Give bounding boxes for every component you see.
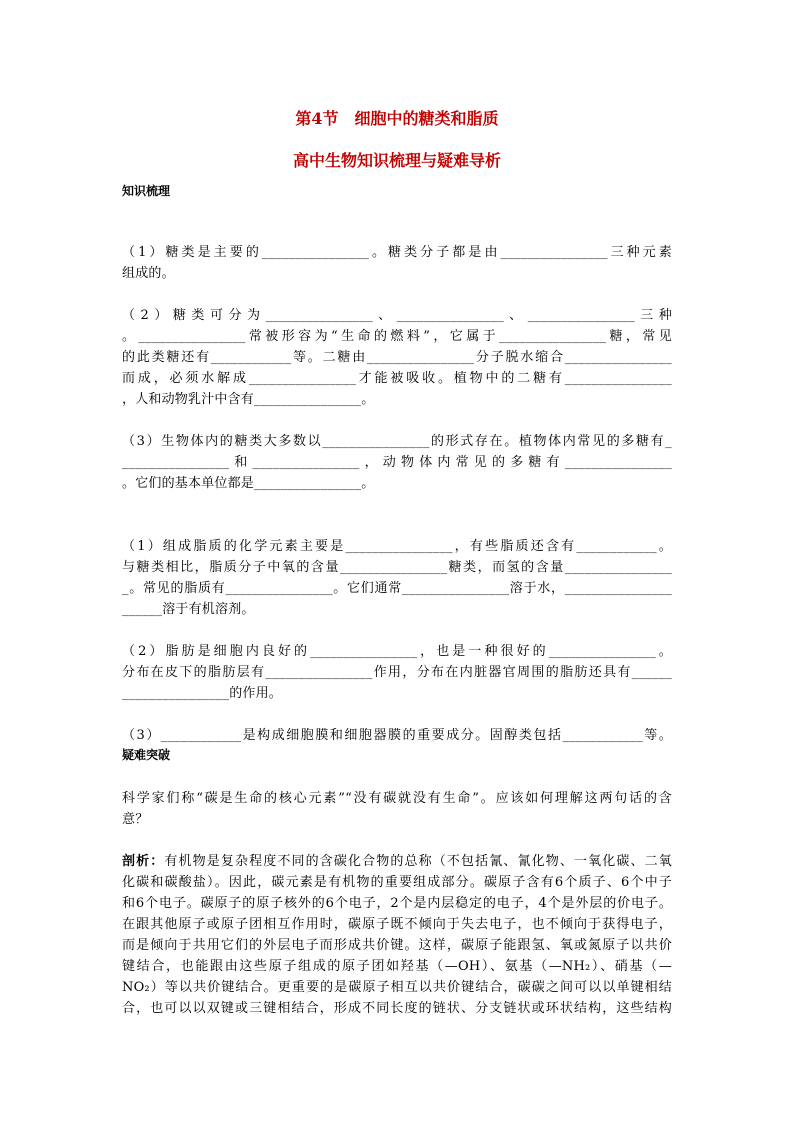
lipid-q1-line2: 与糖类相比，脂质分子中氧的含量________________糖类，而氢的含量________________	[122, 560, 672, 575]
lipid-q2-line1: （2）脂肪是细胞内良好的________________，也是一种很好的________________。	[122, 644, 672, 659]
analysis-line1	[122, 851, 672, 872]
sugar-q3-line3: 。它们的基本单位都是________________。	[122, 476, 375, 491]
sugar-q2-line4: 而成，必须水解成________________才能被吸收。植物中的二糖有________________	[122, 371, 672, 386]
lipid-q1-line4: ______溶于有机溶剂。	[122, 602, 255, 617]
page-title: 第4节 细胞中的糖类和脂质	[295, 109, 499, 128]
sugar-q2-line2: 。________________常被形容为“生命的燃料”，它属于________________糖，常见	[122, 329, 672, 344]
lipid-q2-line3: ________________的作用。	[122, 686, 282, 701]
analysis-text-1: 有机物是复杂程度不同的含碳化合物的总称（不包括氰、氰化物、一氧化碳、二氧	[164, 854, 673, 869]
sugar-q3-line2: ________________和________________，动物体内常见的多糖有________________	[122, 455, 672, 470]
lipid-q2-line2: 分布在皮下的脂肪层有________________作用，分布在内脏器官周围的脂肪还具有______	[122, 665, 672, 680]
analysis-line6: 键结合，也能跟由这些原子组成的原子团如羟基（—OH）、氨基（—NH₂）、硝基（—	[122, 959, 672, 974]
question-line1: 科学家们称“碳是生命的核心元素”“没有碳就没有生命”。应该如何理解这两句话的含	[122, 791, 672, 806]
section-heading-difficult: 疑难突破	[122, 748, 171, 762]
sugar-q3-line1: （3）生物体内的糖类大多数以________________的形式存在。植物体内常见的多糖有_	[122, 434, 672, 449]
analysis-line5: 而是倾向于共用它们的外层电子而形成共价键。这样，碳原子能跟氢、氧或氮原子以共价	[122, 938, 672, 953]
question-line2: 意？	[122, 812, 149, 827]
page-subtitle: 高中生物知识梳理与疑难导析	[292, 151, 501, 170]
sugar-q1-line2: 组成的。	[122, 266, 175, 281]
analysis-line7: NO₂）等以共价键结合。更重要的是碳原子相互以共价键结合，碳碳之间可以以单键相结	[122, 980, 672, 995]
sugar-q2-line3: 的此类糖还有____________等。二糖由________________分子脱水缩合________________	[122, 350, 672, 365]
analysis-line8: 合，也可以以双键或三键相结合，形成不同长度的链状、分支链状或环状结构，这些结构	[122, 1001, 672, 1016]
analysis-line3: 和6个电子。碳原子的原子核外的6个电子，2个是内层稳定的电子，4个是外层的价电子。	[122, 896, 672, 911]
sugar-q1-line1: （1）糖类是主要的________________。糖类分子都是由________________三种元素	[122, 245, 672, 260]
lipid-q1-line3: _。常见的脂质有________________。它们通常________________溶于水，________________	[122, 581, 672, 596]
lipid-q1-line1: （1）组成脂质的化学元素主要是________________，有些脂质还含有____________。	[122, 539, 672, 554]
lipid-q3-line1: （3）____________是构成细胞膜和细胞器膜的重要成分。固醇类包括____________等。	[122, 728, 672, 743]
analysis-label: 剖析：	[122, 854, 165, 869]
analysis-line2: 化碳和碳酸盐）。因此，碳元素是有机物的重要组成部分。碳原子含有6个质子、6个中子	[122, 875, 672, 890]
sugar-q2-line1: （2）糖类可分为________________、________________、________________三种	[122, 308, 672, 323]
sugar-q2-line5: ，人和动物乳汁中含有________________。	[122, 392, 375, 407]
section-heading-knowledge: 知识梳理	[122, 184, 171, 198]
analysis-line4: 在跟其他原子或原子团相互作用时，碳原子既不倾向于失去电子，也不倾向于获得电子，	[122, 917, 672, 932]
